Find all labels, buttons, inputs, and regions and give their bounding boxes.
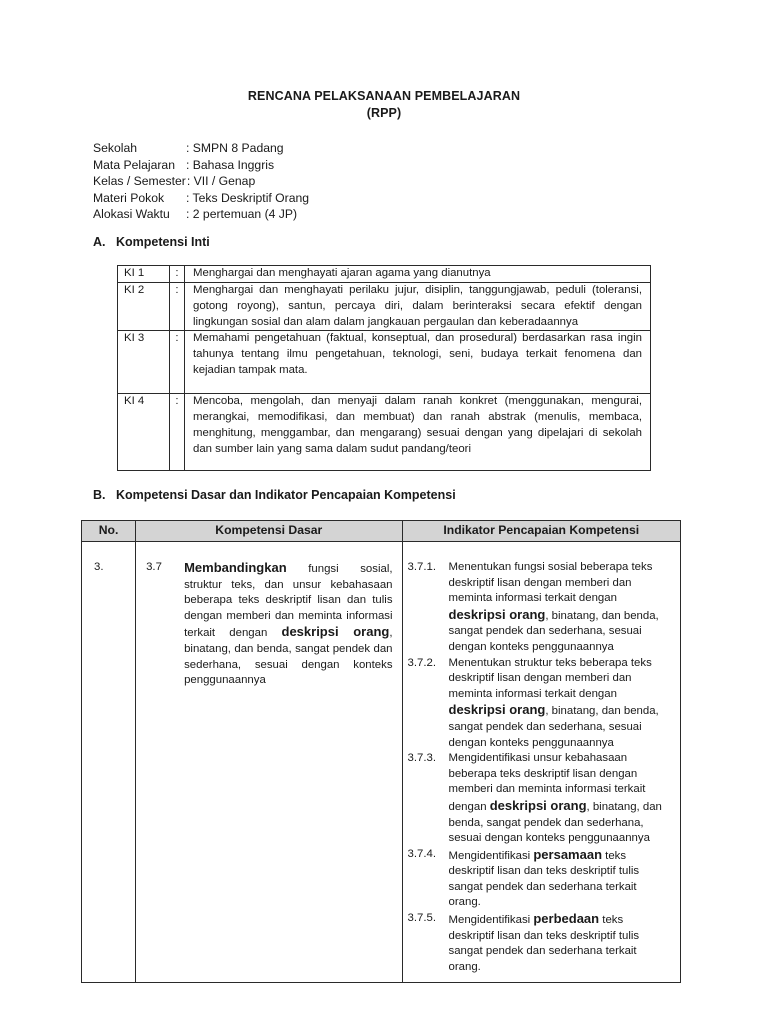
indicator-text: Mengidentifikasi unsur kebahasaan beberapa teks deskriptif lisan dengan memberi dan meminta informasi terkait dengan deskripsi orang, binatang, dan benda, sangat pendek dan sederhana, sesuai dengan konteks penggunaannya xyxy=(448,752,662,845)
identity-block xyxy=(93,140,309,223)
indicator-number: 3.7.4. xyxy=(407,847,437,860)
section-a-heading xyxy=(93,235,210,249)
header-no: No. xyxy=(82,521,136,542)
section-title: Kompetensi Dasar dan Indikator Pencapaian Kompetensi xyxy=(116,488,456,502)
indicator-item xyxy=(408,560,671,656)
ki-row xyxy=(118,283,651,331)
document-subtitle: (RPP) xyxy=(366,106,402,120)
kd-keyword: deskripsi orang xyxy=(281,624,390,640)
indicator-item xyxy=(408,656,671,752)
identity-row-mata-pelajaran xyxy=(93,157,309,174)
kd-row-number: 3. xyxy=(82,559,136,983)
ki-colon: : xyxy=(170,266,185,283)
identity-label: Alokasi Waktu xyxy=(93,207,170,221)
ki-text: Menghargai dan menghayati ajaran agama yang dianutnya xyxy=(185,266,651,283)
identity-label: Materi Pokok xyxy=(93,190,165,205)
ki-row xyxy=(118,394,651,471)
kd-number: 3.7 xyxy=(146,561,162,573)
identity-value: : Teks Deskriptif Orang xyxy=(186,190,310,205)
indicator-text: Menentukan fungsi sosial beberapa teks deskriptif lisan dengan memberi dan meminta informasi terkait dengan deskripsi orang, binatang, dan benda, sangat pendek dan sederhana, sesuai dengan konteks penggunaannya xyxy=(448,561,659,653)
ki-colon: : xyxy=(170,283,185,331)
kd-description: Membandingkan fungsi sosial, struktur teks, dan unsur kebahasaan beberapa teks deskriptif lisan dan tulis dengan memberi dan meminta informasi terkait dengan deskripsi orang, binatang, dan benda, sangat pendek dan sederhana, sesuai dengan konteks penggunaannya xyxy=(184,560,393,687)
header-indikator: Indikator Pencapaian Kompetensi xyxy=(402,521,680,542)
indicator-text: Menentukan struktur teks beberapa teks deskriptif lisan dengan memberi dan meminta informasi terkait dengan deskripsi orang, binatang, dan benda, sangat pendek dan sederhana, sesuai dengan konteks penggunaannya xyxy=(448,656,659,749)
ki-row xyxy=(118,331,651,394)
identity-value: : SMPN 8 Padang xyxy=(186,141,284,155)
identity-value: : VII / Genap xyxy=(186,174,256,188)
indicator-number: 3.7.1. xyxy=(407,561,437,573)
kd-spacer-row xyxy=(82,542,681,560)
kompetensi-inti-table xyxy=(117,265,651,471)
kd-cell xyxy=(136,559,402,983)
identity-row-alokasi-waktu xyxy=(93,206,309,223)
ki-code: KI 4 xyxy=(118,394,170,471)
identity-row-kelas-semester xyxy=(93,173,309,190)
kd-keyword: Membandingkan xyxy=(184,560,287,575)
ki-colon: : xyxy=(170,394,185,471)
kd-header-row xyxy=(82,521,681,542)
indicator-number: 3.7.5. xyxy=(407,912,437,925)
section-title: Kompetensi Inti xyxy=(116,235,210,249)
ki-colon: : xyxy=(170,331,185,394)
indicator-cell xyxy=(402,559,680,983)
indicator-item xyxy=(408,751,671,847)
indicator-text: Mengidentifikasi persamaan teks deskriptif lisan dan teks deskriptif tulis sangat pendek dan sederhana terkait orang. xyxy=(448,846,640,909)
identity-label: Kelas / Semester xyxy=(93,174,186,188)
ki-code: KI 1 xyxy=(118,266,170,283)
kd-row xyxy=(82,559,681,983)
identity-row-materi-pokok xyxy=(93,190,309,207)
indicator-text: Mengidentifikasi perbedaan teks deskriptif lisan dan teks deskriptif tulis sangat pendek dan sederhana terkait orang. xyxy=(448,911,640,973)
ki-text: Mencoba, mengolah, dan menyaji dalam ranah konkret (menggunakan, mengurai, merangkai, memodifikasi, dan membuat) dan ranah abstrak (menulis, membaca, menghitung, menggambar, dan mengarang) sesuai dengan yang dipelajari di sekolah dan sumber lain yang sama dalam sudut pandang/teori xyxy=(185,394,651,471)
ki-code: KI 3 xyxy=(118,331,170,394)
indicator-number: 3.7.3. xyxy=(407,752,437,765)
ki-code: KI 2 xyxy=(118,283,170,331)
indicator-number: 3.7.2. xyxy=(407,656,437,669)
section-letter: A. xyxy=(93,235,106,249)
identity-value: : Bahasa Inggris xyxy=(186,157,275,172)
header-kompetensi-dasar: Kompetensi Dasar xyxy=(136,521,402,542)
ki-row xyxy=(118,266,651,283)
indicator-item xyxy=(408,847,671,911)
kompetensi-dasar-table xyxy=(81,520,681,983)
ki-text: Menghargai dan menghayati perilaku jujur, disiplin, tanggungjawab, peduli (toleransi, gotong royong), santun, percaya diri, dalam berinteraksi secara efektif dengan lingkungan sosial dan alam dalam jangkauan pergaulan dan keberadaannya xyxy=(185,283,651,331)
identity-label: Sekolah xyxy=(93,141,138,155)
identity-value: : 2 pertemuan (4 JP) xyxy=(186,207,298,221)
section-letter: B. xyxy=(93,488,106,502)
identity-row-sekolah xyxy=(93,140,309,157)
identity-label: Mata Pelajaran xyxy=(93,157,175,172)
section-b-heading xyxy=(93,488,456,502)
ki-text: Memahami pengetahuan (faktual, konseptual, dan prosedural) berdasarkan rasa ingin tahunya tentang ilmu pengetahuan, teknologi, seni, budaya terkait fenomena dan kejadian tampak mata. xyxy=(185,331,651,394)
indicator-item xyxy=(408,911,671,975)
document-title: RENCANA PELAKSANAAN PEMBELAJARAN xyxy=(247,89,521,103)
